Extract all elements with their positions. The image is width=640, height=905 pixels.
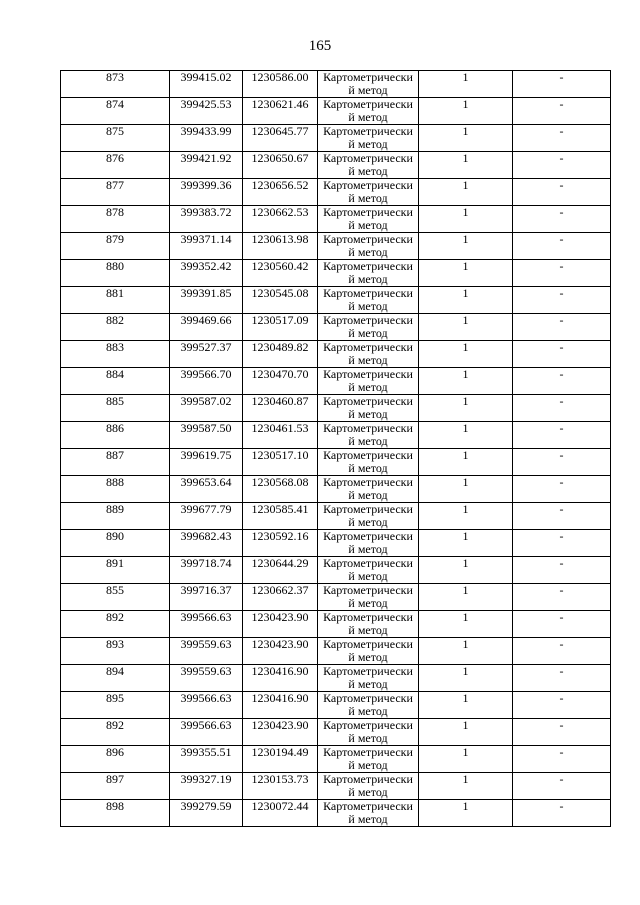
point-number-cell: 876 <box>61 152 170 179</box>
point-number-cell: 892 <box>61 611 170 638</box>
description-cell: - <box>513 395 611 422</box>
description-cell: - <box>513 665 611 692</box>
method-text-line2: й метод <box>348 731 388 745</box>
method-text-line1: Картометрически <box>323 583 413 597</box>
method-cell <box>318 692 419 719</box>
accuracy-cell: 1 <box>419 800 513 827</box>
point-number-cell: 897 <box>61 773 170 800</box>
y-coordinate-cell: 1230072.44 <box>243 800 318 827</box>
table-row <box>61 287 611 314</box>
x-coordinate-cell: 399566.63 <box>170 611 243 638</box>
method-text-line1: Картометрически <box>323 637 413 651</box>
accuracy-cell: 1 <box>419 179 513 206</box>
accuracy-cell: 1 <box>419 476 513 503</box>
point-number-cell: 886 <box>61 422 170 449</box>
table-row <box>61 71 611 98</box>
y-coordinate-cell: 1230416.90 <box>243 665 318 692</box>
table-row <box>61 476 611 503</box>
point-number-cell: 873 <box>61 71 170 98</box>
point-number-cell: 881 <box>61 287 170 314</box>
description-cell: - <box>513 314 611 341</box>
description-cell: - <box>513 287 611 314</box>
point-number-cell: 893 <box>61 638 170 665</box>
method-text-line2: й метод <box>348 380 388 394</box>
accuracy-cell: 1 <box>419 746 513 773</box>
method-text-line1: Картометрически <box>323 232 413 246</box>
table-row <box>61 665 611 692</box>
accuracy-cell: 1 <box>419 341 513 368</box>
point-number-cell: 882 <box>61 314 170 341</box>
coordinates-table <box>60 70 611 827</box>
method-text-line2: й метод <box>348 245 388 259</box>
method-cell <box>318 449 419 476</box>
description-cell: - <box>513 611 611 638</box>
method-text-line2: й метод <box>348 353 388 367</box>
x-coordinate-cell: 399279.59 <box>170 800 243 827</box>
table-row <box>61 692 611 719</box>
x-coordinate-cell: 399566.70 <box>170 368 243 395</box>
description-cell: - <box>513 206 611 233</box>
description-cell: - <box>513 530 611 557</box>
x-coordinate-cell: 399587.50 <box>170 422 243 449</box>
method-text-line1: Картометрически <box>323 259 413 273</box>
table-row <box>61 422 611 449</box>
method-text-line1: Картометрически <box>323 151 413 165</box>
x-coordinate-cell: 399527.37 <box>170 341 243 368</box>
page-number: 165 <box>308 38 332 54</box>
method-text-line2: й метод <box>348 650 388 664</box>
y-coordinate-cell: 1230621.46 <box>243 98 318 125</box>
y-coordinate-cell: 1230645.77 <box>243 125 318 152</box>
point-number-cell: 889 <box>61 503 170 530</box>
point-number-cell: 884 <box>61 368 170 395</box>
method-cell <box>318 611 419 638</box>
accuracy-cell: 1 <box>419 665 513 692</box>
point-number-cell: 887 <box>61 449 170 476</box>
description-cell: - <box>513 233 611 260</box>
method-text-line2: й метод <box>348 542 388 556</box>
x-coordinate-cell: 399677.79 <box>170 503 243 530</box>
method-text-line1: Картометрически <box>323 70 413 84</box>
description-cell: - <box>513 98 611 125</box>
description-cell: - <box>513 692 611 719</box>
description-cell: - <box>513 638 611 665</box>
table-row <box>61 368 611 395</box>
accuracy-cell: 1 <box>419 530 513 557</box>
table-row <box>61 233 611 260</box>
table-row <box>61 395 611 422</box>
description-cell: - <box>513 719 611 746</box>
method-text-line2: й метод <box>348 569 388 583</box>
table-row <box>61 98 611 125</box>
point-number-cell: 895 <box>61 692 170 719</box>
table-row <box>61 179 611 206</box>
accuracy-cell: 1 <box>419 98 513 125</box>
accuracy-cell: 1 <box>419 206 513 233</box>
method-cell <box>318 476 419 503</box>
method-cell <box>318 665 419 692</box>
method-text-line1: Картометрически <box>323 448 413 462</box>
y-coordinate-cell: 1230423.90 <box>243 638 318 665</box>
point-number-cell: 896 <box>61 746 170 773</box>
y-coordinate-cell: 1230489.82 <box>243 341 318 368</box>
method-cell <box>318 746 419 773</box>
y-coordinate-cell: 1230416.90 <box>243 692 318 719</box>
method-text-line2: й метод <box>348 326 388 340</box>
point-number-cell: 878 <box>61 206 170 233</box>
method-text-line1: Картометрически <box>323 97 413 111</box>
method-text-line2: й метод <box>348 596 388 610</box>
y-coordinate-cell: 1230423.90 <box>243 719 318 746</box>
method-text-line2: й метод <box>348 758 388 772</box>
description-cell: - <box>513 584 611 611</box>
accuracy-cell: 1 <box>419 611 513 638</box>
x-coordinate-cell: 399433.99 <box>170 125 243 152</box>
point-number-cell: 891 <box>61 557 170 584</box>
table-row <box>61 638 611 665</box>
method-cell <box>318 422 419 449</box>
point-number-cell: 877 <box>61 179 170 206</box>
table-row <box>61 260 611 287</box>
method-cell <box>318 368 419 395</box>
point-number-cell: 883 <box>61 341 170 368</box>
method-text-line2: й метод <box>348 677 388 691</box>
method-text-line2: й метод <box>348 83 388 97</box>
x-coordinate-cell: 399383.72 <box>170 206 243 233</box>
accuracy-cell: 1 <box>419 422 513 449</box>
method-cell <box>318 395 419 422</box>
method-cell <box>318 314 419 341</box>
method-text-line1: Картометрически <box>323 367 413 381</box>
y-coordinate-cell: 1230644.29 <box>243 557 318 584</box>
y-coordinate-cell: 1230517.10 <box>243 449 318 476</box>
point-number-cell: 855 <box>61 584 170 611</box>
x-coordinate-cell: 399355.51 <box>170 746 243 773</box>
y-coordinate-cell: 1230650.67 <box>243 152 318 179</box>
coordinates-table-body <box>61 71 611 827</box>
description-cell: - <box>513 773 611 800</box>
method-text-line1: Картометрически <box>323 610 413 624</box>
y-coordinate-cell: 1230545.08 <box>243 287 318 314</box>
table-row <box>61 557 611 584</box>
description-cell: - <box>513 341 611 368</box>
x-coordinate-cell: 399421.92 <box>170 152 243 179</box>
y-coordinate-cell: 1230153.73 <box>243 773 318 800</box>
description-cell: - <box>513 557 611 584</box>
method-text-line2: й метод <box>348 434 388 448</box>
point-number-cell: 875 <box>61 125 170 152</box>
x-coordinate-cell: 399619.75 <box>170 449 243 476</box>
description-cell: - <box>513 368 611 395</box>
x-coordinate-cell: 399415.02 <box>170 71 243 98</box>
point-number-cell: 874 <box>61 98 170 125</box>
method-text-line1: Картометрически <box>323 691 413 705</box>
method-cell <box>318 503 419 530</box>
table-row <box>61 719 611 746</box>
method-cell <box>318 206 419 233</box>
method-text-line1: Картометрически <box>323 529 413 543</box>
y-coordinate-cell: 1230470.70 <box>243 368 318 395</box>
method-cell <box>318 638 419 665</box>
method-cell <box>318 287 419 314</box>
description-cell: - <box>513 179 611 206</box>
y-coordinate-cell: 1230517.09 <box>243 314 318 341</box>
accuracy-cell: 1 <box>419 125 513 152</box>
method-cell <box>318 179 419 206</box>
x-coordinate-cell: 399391.85 <box>170 287 243 314</box>
method-cell <box>318 719 419 746</box>
y-coordinate-cell: 1230460.87 <box>243 395 318 422</box>
accuracy-cell: 1 <box>419 152 513 179</box>
method-text-line2: й метод <box>348 704 388 718</box>
accuracy-cell: 1 <box>419 719 513 746</box>
y-coordinate-cell: 1230656.52 <box>243 179 318 206</box>
method-text-line1: Картометрически <box>323 772 413 786</box>
method-cell <box>318 800 419 827</box>
method-text-line1: Картометрически <box>323 664 413 678</box>
accuracy-cell: 1 <box>419 71 513 98</box>
y-coordinate-cell: 1230592.16 <box>243 530 318 557</box>
accuracy-cell: 1 <box>419 692 513 719</box>
accuracy-cell: 1 <box>419 449 513 476</box>
description-cell: - <box>513 422 611 449</box>
method-text-line2: й метод <box>348 812 388 826</box>
description-cell: - <box>513 503 611 530</box>
x-coordinate-cell: 399653.64 <box>170 476 243 503</box>
x-coordinate-cell: 399371.14 <box>170 233 243 260</box>
method-text-line2: й метод <box>348 515 388 529</box>
point-number-cell: 880 <box>61 260 170 287</box>
y-coordinate-cell: 1230423.90 <box>243 611 318 638</box>
point-number-cell: 898 <box>61 800 170 827</box>
table-row <box>61 746 611 773</box>
x-coordinate-cell: 399399.36 <box>170 179 243 206</box>
table-row <box>61 152 611 179</box>
x-coordinate-cell: 399559.63 <box>170 638 243 665</box>
x-coordinate-cell: 399327.19 <box>170 773 243 800</box>
description-cell: - <box>513 152 611 179</box>
method-text-line2: й метод <box>348 407 388 421</box>
method-text-line1: Картометрически <box>323 475 413 489</box>
method-cell <box>318 71 419 98</box>
point-number-cell: 894 <box>61 665 170 692</box>
accuracy-cell: 1 <box>419 395 513 422</box>
method-cell <box>318 98 419 125</box>
point-number-cell: 885 <box>61 395 170 422</box>
accuracy-cell: 1 <box>419 287 513 314</box>
y-coordinate-cell: 1230613.98 <box>243 233 318 260</box>
method-cell <box>318 773 419 800</box>
method-cell <box>318 125 419 152</box>
point-number-cell: 892 <box>61 719 170 746</box>
table-row <box>61 449 611 476</box>
method-text-line2: й метод <box>348 191 388 205</box>
description-cell: - <box>513 260 611 287</box>
method-cell <box>318 584 419 611</box>
description-cell: - <box>513 800 611 827</box>
point-number-cell: 890 <box>61 530 170 557</box>
method-cell <box>318 152 419 179</box>
table-row <box>61 125 611 152</box>
method-text-line2: й метод <box>348 488 388 502</box>
x-coordinate-cell: 399566.63 <box>170 692 243 719</box>
method-cell <box>318 260 419 287</box>
method-text-line2: й метод <box>348 218 388 232</box>
y-coordinate-cell: 1230662.53 <box>243 206 318 233</box>
description-cell: - <box>513 71 611 98</box>
method-text-line1: Картометрически <box>323 205 413 219</box>
y-coordinate-cell: 1230586.00 <box>243 71 318 98</box>
method-text-line1: Картометрически <box>323 718 413 732</box>
accuracy-cell: 1 <box>419 314 513 341</box>
method-cell <box>318 557 419 584</box>
accuracy-cell: 1 <box>419 584 513 611</box>
x-coordinate-cell: 399425.53 <box>170 98 243 125</box>
method-text-line2: й метод <box>348 461 388 475</box>
method-text-line2: й метод <box>348 164 388 178</box>
x-coordinate-cell: 399469.66 <box>170 314 243 341</box>
y-coordinate-cell: 1230662.37 <box>243 584 318 611</box>
description-cell: - <box>513 746 611 773</box>
method-text-line1: Картометрически <box>323 286 413 300</box>
method-text-line2: й метод <box>348 272 388 286</box>
method-text-line2: й метод <box>348 110 388 124</box>
point-number-cell: 879 <box>61 233 170 260</box>
description-cell: - <box>513 476 611 503</box>
y-coordinate-cell: 1230560.42 <box>243 260 318 287</box>
description-cell: - <box>513 125 611 152</box>
x-coordinate-cell: 399587.02 <box>170 395 243 422</box>
y-coordinate-cell: 1230461.53 <box>243 422 318 449</box>
method-text-line1: Картометрически <box>323 124 413 138</box>
table-row <box>61 530 611 557</box>
table-row <box>61 206 611 233</box>
x-coordinate-cell: 399559.63 <box>170 665 243 692</box>
table-row <box>61 341 611 368</box>
x-coordinate-cell: 399716.37 <box>170 584 243 611</box>
method-text-line2: й метод <box>348 785 388 799</box>
description-cell: - <box>513 449 611 476</box>
method-text-line1: Картометрически <box>323 421 413 435</box>
x-coordinate-cell: 399718.74 <box>170 557 243 584</box>
method-text-line1: Картометрически <box>323 745 413 759</box>
table-row <box>61 584 611 611</box>
table-row <box>61 503 611 530</box>
method-text-line1: Картометрически <box>323 502 413 516</box>
method-text-line1: Картометрически <box>323 340 413 354</box>
accuracy-cell: 1 <box>419 557 513 584</box>
table-row <box>61 800 611 827</box>
method-text-line1: Картометрически <box>323 394 413 408</box>
x-coordinate-cell: 399566.63 <box>170 719 243 746</box>
table-row <box>61 314 611 341</box>
point-number-cell: 888 <box>61 476 170 503</box>
y-coordinate-cell: 1230585.41 <box>243 503 318 530</box>
accuracy-cell: 1 <box>419 260 513 287</box>
y-coordinate-cell: 1230568.08 <box>243 476 318 503</box>
method-text-line2: й метод <box>348 137 388 151</box>
x-coordinate-cell: 399682.43 <box>170 530 243 557</box>
accuracy-cell: 1 <box>419 638 513 665</box>
method-text-line1: Картометрически <box>323 556 413 570</box>
method-text-line2: й метод <box>348 299 388 313</box>
method-text-line1: Картометрически <box>323 799 413 813</box>
method-cell <box>318 233 419 260</box>
accuracy-cell: 1 <box>419 368 513 395</box>
method-cell <box>318 341 419 368</box>
table-row <box>61 611 611 638</box>
x-coordinate-cell: 399352.42 <box>170 260 243 287</box>
accuracy-cell: 1 <box>419 233 513 260</box>
accuracy-cell: 1 <box>419 503 513 530</box>
method-cell <box>318 530 419 557</box>
method-text-line1: Картометрически <box>323 313 413 327</box>
method-text-line1: Картометрически <box>323 178 413 192</box>
table-row <box>61 773 611 800</box>
method-text-line2: й метод <box>348 623 388 637</box>
y-coordinate-cell: 1230194.49 <box>243 746 318 773</box>
accuracy-cell: 1 <box>419 773 513 800</box>
